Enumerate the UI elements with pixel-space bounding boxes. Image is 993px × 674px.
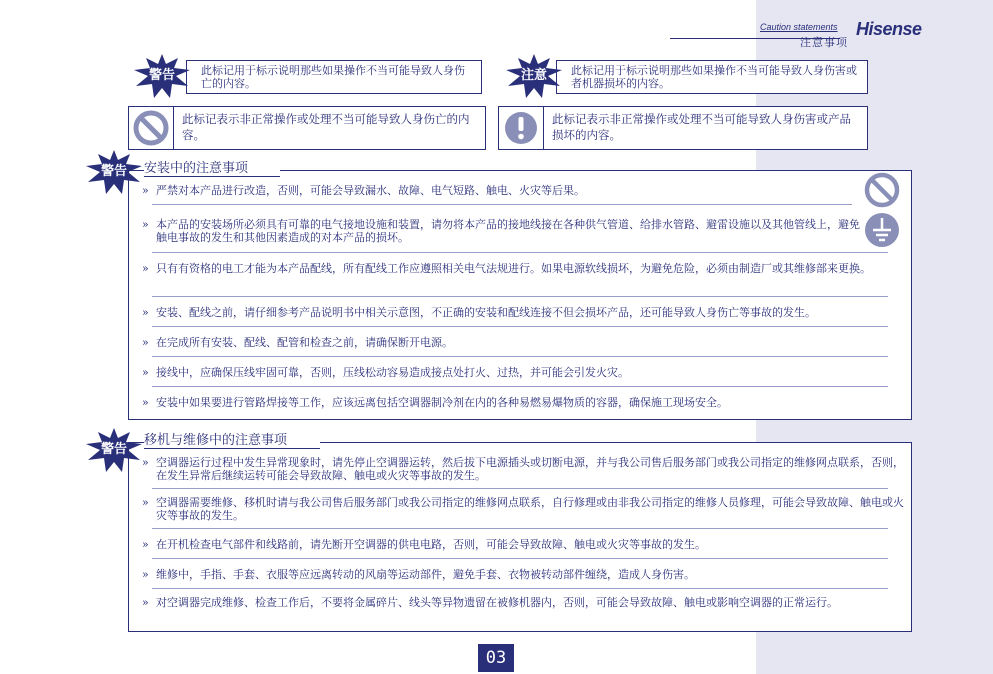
install-badge-label: 警告 <box>100 164 127 179</box>
install-section <box>128 170 912 420</box>
repair-badge-label: 警告 <box>100 442 127 457</box>
prohibit-icon-cell <box>129 107 174 149</box>
repair-warning-badge <box>86 428 142 472</box>
prohibit-legend-text: 此标记表示非正常操作或处理不当可能导致人身伤亡的内容。 <box>182 112 470 142</box>
divider <box>152 296 888 297</box>
repair-item-1: » 空调器运行过程中发生异常现象时，请先停止空调器运转，然后拔下电源插头或切断电源，并与我公司售后服务部门或我公司指定的维修网点联系，否则，在发生异常后继续运转可能会导致故障、触电或火灾等事故的发生。 <box>140 456 906 482</box>
install-warning-badge <box>86 150 142 194</box>
page-number: 03 <box>478 644 514 672</box>
ground-icon <box>864 212 900 248</box>
hisense-logo: Hisense <box>856 19 922 39</box>
prohibit-icon <box>133 110 169 146</box>
install-item-7: » 安装中如果要进行管路焊接等工作，应该远离包括空调器制冷剂在内的各种易燃易爆物质的容器，确保施工现场安全。 <box>140 396 900 409</box>
caution-legend-text: 此标记用于标示说明那些如果操作不当可能导致人身伤害或者机器损坏的内容。 <box>571 64 857 90</box>
divider <box>152 386 888 387</box>
divider <box>152 588 888 589</box>
repair-title: 移机与维修中的注意事项 <box>144 429 320 449</box>
warning-badge-label: 警告 <box>148 68 175 83</box>
divider <box>152 326 888 327</box>
repair-item-4: » 维修中，手指、手套、衣服等应远离转动的风扇等运动部件，避免手套、衣物被转动部件缠绕，造成人身伤害。 <box>140 568 906 581</box>
brand-chinese: 注意事项 <box>800 36 848 49</box>
divider <box>152 528 888 529</box>
exclamation-icon-cell <box>499 107 544 149</box>
warning-legend <box>186 60 482 94</box>
exclamation-legend-text: 此标记表示非正常操作或处理不当可能导致人身伤害或产品损坏的内容。 <box>552 112 851 142</box>
install-item-1: » 严禁对本产品进行改造，否则，可能会导致漏水、故障、电气短路、触电、火灾等后果。 <box>140 184 860 197</box>
install-item-2: » 本产品的安装场所必须具有可靠的电气接地设施和装置，请勿将本产品的接地线接在各种供气管道、给排水管路、避雷设施以及其他管线上，避免触电事故的发生和其他因素造成的对本产品的损坏。 <box>140 218 860 244</box>
install-title: 安装中的注意事项 <box>144 157 280 177</box>
divider <box>152 488 888 489</box>
brand-english: Caution statements <box>760 22 838 32</box>
exclamation-legend <box>498 106 868 150</box>
warning-legend-text: 此标记用于标示说明那些如果操作不当可能导致人身伤亡的内容。 <box>201 64 465 90</box>
caution-badge <box>506 54 562 98</box>
repair-item-3: » 在开机检查电气部件和线路前，请先断开空调器的供电电路，否则，可能会导致故障、触电或火灾等事故的发生。 <box>140 538 906 551</box>
exclamation-icon <box>503 110 539 146</box>
divider <box>152 356 888 357</box>
install-item-3: » 只有有资格的电工才能为本产品配线，所有配线工作应遵照相关电气法规进行。如果电源软线损坏，为避免危险，必须由制造厂或其维修部来更换。 <box>140 262 900 275</box>
install-item-6: » 接线中，应确保压线牢固可靠，否则，压线松动容易造成接点处打火、过热，并可能会引发火灾。 <box>140 366 860 379</box>
prohibit-legend <box>128 106 486 150</box>
divider <box>152 204 852 205</box>
install-item-4: » 安装、配线之前，请仔细参考产品说明书中相关示意图，不正确的安装和配线连接不但会损坏产品，还可能导致人身伤亡等事故的发生。 <box>140 306 912 319</box>
caution-badge-label: 注意 <box>520 68 547 83</box>
divider <box>152 252 888 253</box>
prohibit-icon <box>864 172 900 208</box>
install-item-5: » 在完成所有安装、配线、配管和检查之前，请确保断开电源。 <box>140 336 860 349</box>
repair-item-2: » 空调器需要维修、移机时请与我公司售后服务部门或我公司指定的维修网点联系，自行修理或由非我公司指定的维修人员修理，可能会导致故障、触电或火灾等事故的发生。 <box>140 496 906 522</box>
caution-legend <box>556 60 868 94</box>
warning-badge <box>134 54 190 98</box>
repair-item-5: » 对空调器完成维修、检查工作后，不要将金属碎片、线头等异物遗留在被修机器内，否则，可能会导致故障、触电或影响空调器的正常运行。 <box>140 596 906 609</box>
divider <box>152 558 888 559</box>
